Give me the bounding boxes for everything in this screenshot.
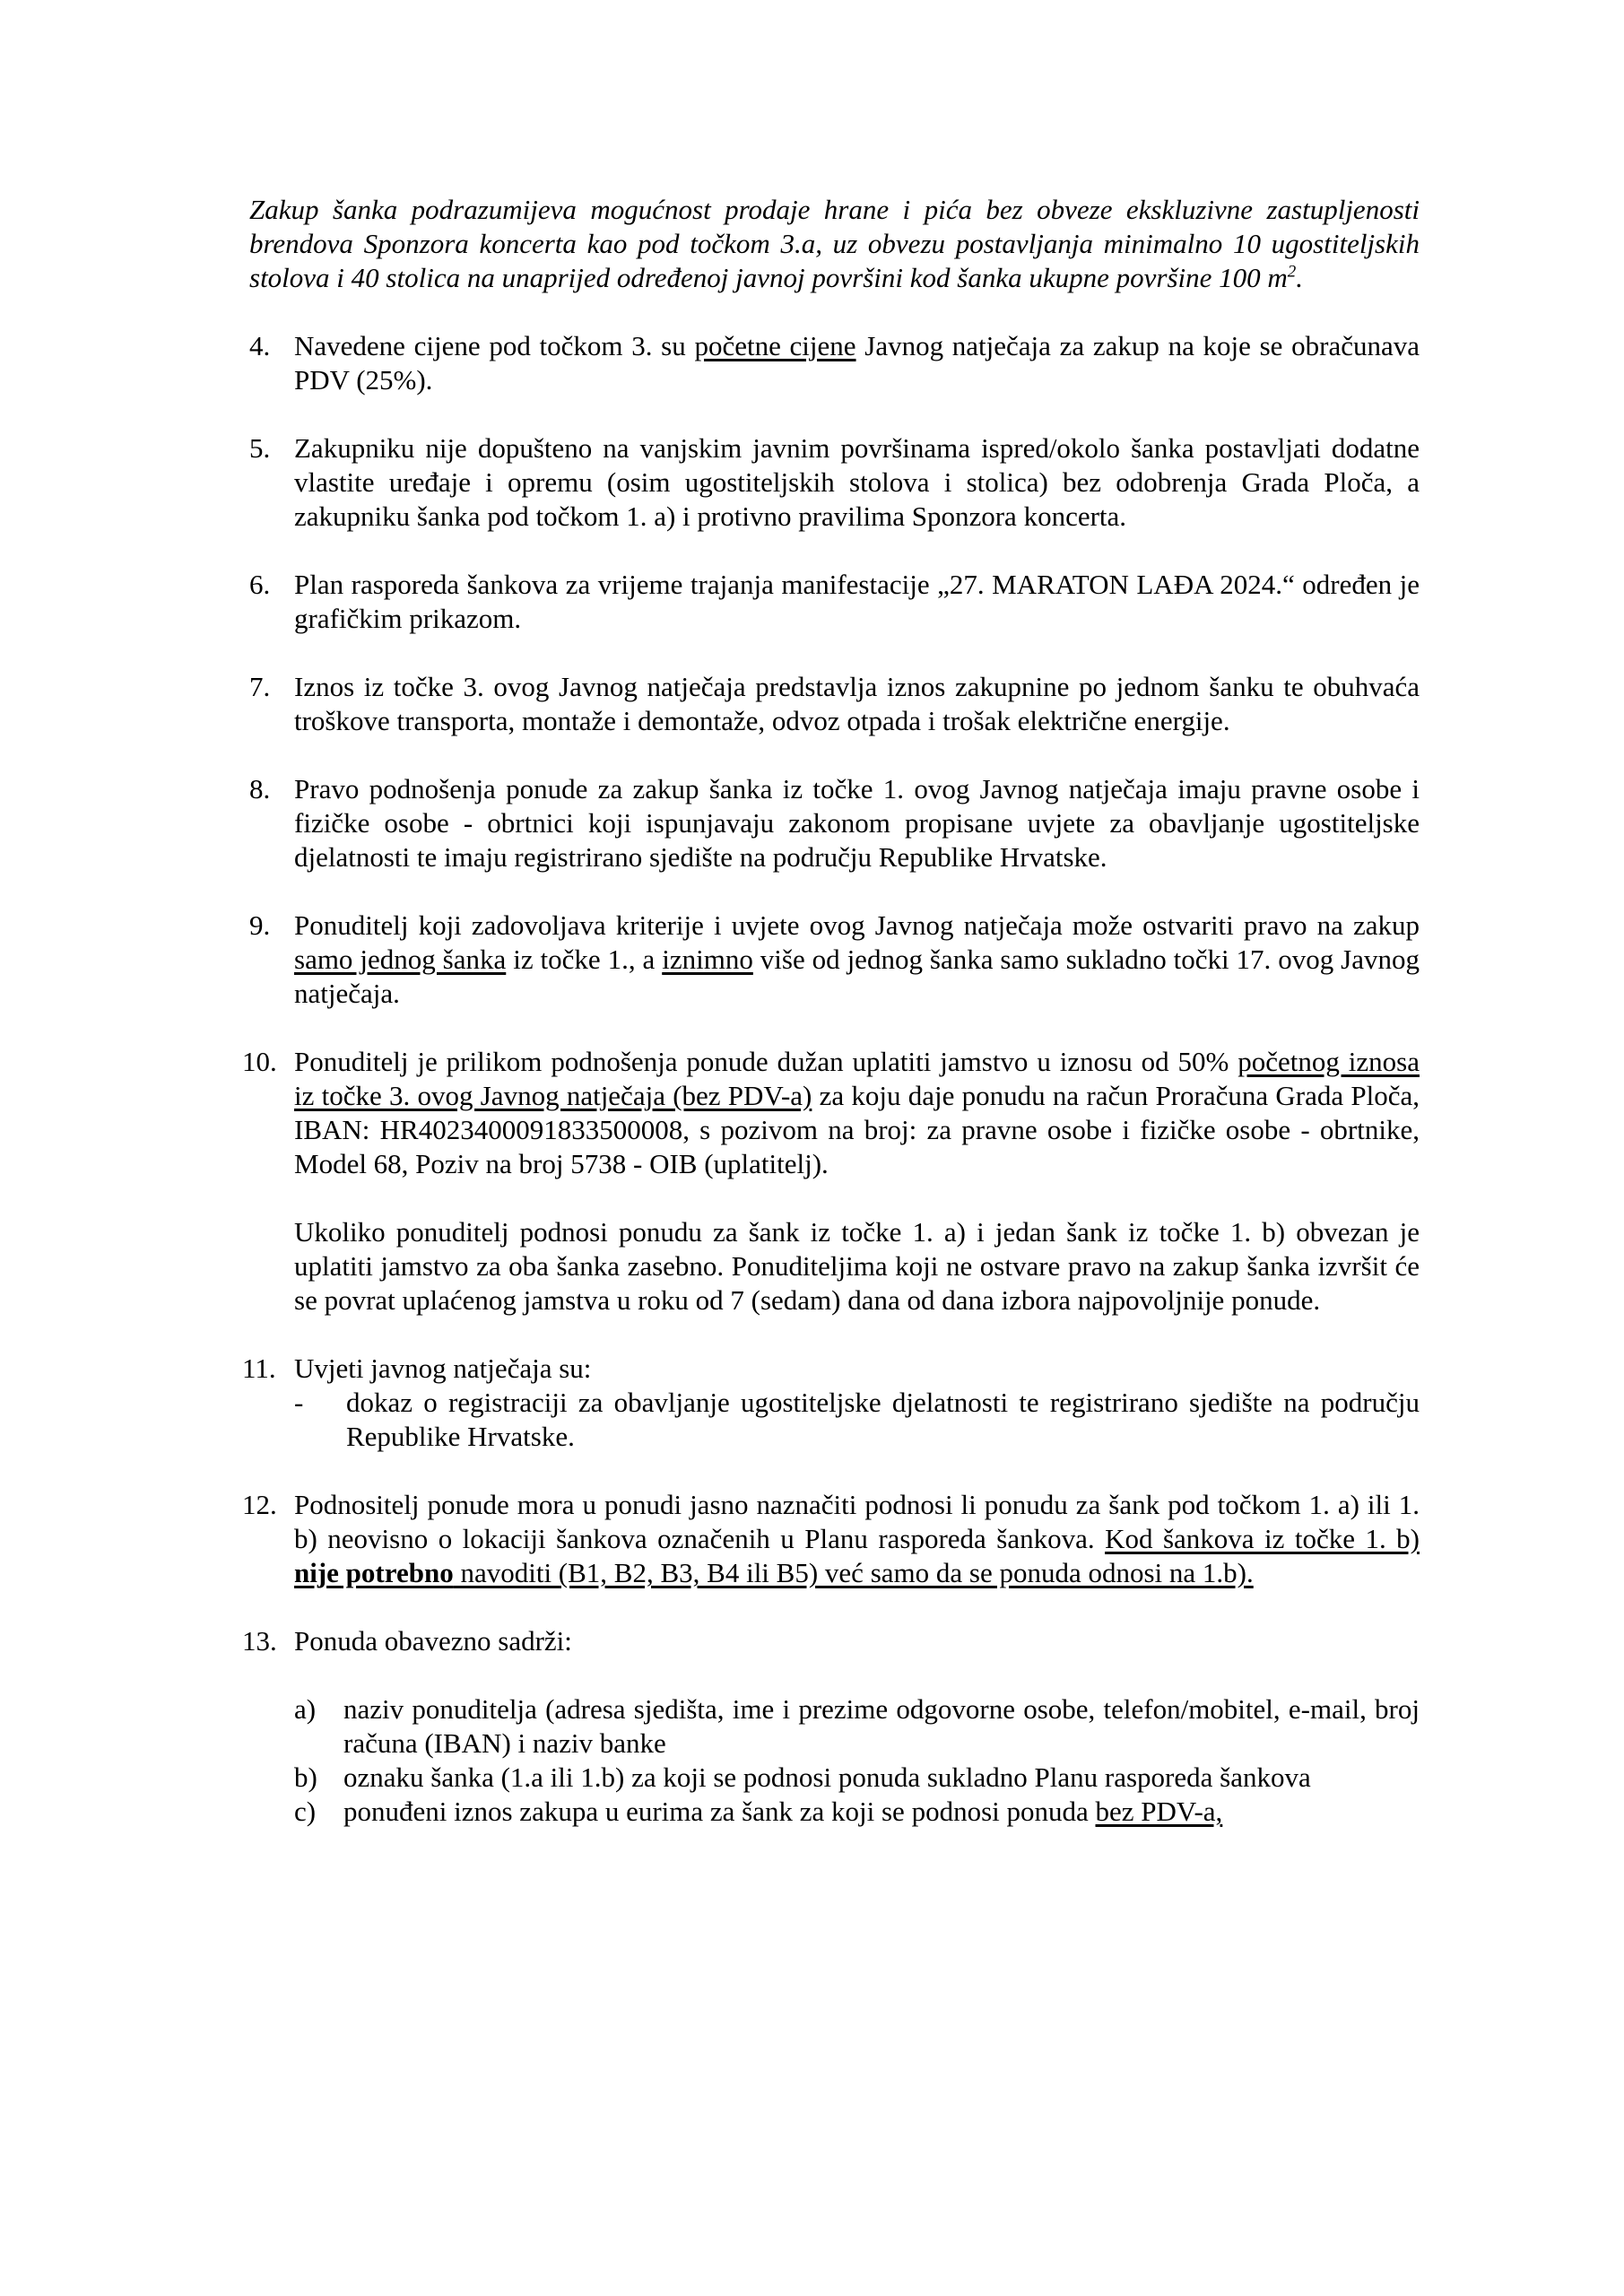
item-number: 11. <box>242 1352 276 1384</box>
underlined-text: početne cijene <box>694 330 856 361</box>
list-item: b) oznaku šanka (1.a ili 1.b) za koji se podnosi ponuda sukladno Planu rasporeda šankova <box>294 1761 1311 1793</box>
item-6: 6. Plan rasporeda šankova za vrijeme trajanja manifestacije „27. MARATON LAĐA 2024.“ određen je grafičkim prikazom. <box>249 569 1420 634</box>
item-8: 8. Pravo podnošenja ponude za zakup šanka iz točke 1. ovog Javnog natječaja imaju pravne osobe i fizičke osobe - obrtnici koji ispunjavaju zakonom propisane uvjete za obavljanje ugostiteljske djelatnosti te imaju registrirano sjedište na području Republike Hrvatske. <box>249 773 1420 873</box>
item-9: 9. Ponuditelj koji zadovoljava kriterije i uvjete ovog Javnog natječaja može ostvariti pravo na zakup samo jednog šanka iz točke 1., a iznimno više od jednog šanka samo sukladno točki 17. ovog Javnog natječaja. <box>249 909 1420 1009</box>
item-number: 9. <box>249 909 271 941</box>
item-number: 6. <box>249 569 271 600</box>
item-11-heading: Uvjeti javnog natječaja su: <box>294 1352 592 1384</box>
dash-marker: - <box>294 1387 304 1418</box>
item-12: 12. Podnositelj ponude mora u ponudi jasno naznačiti podnosi li ponudu za šank pod točkom 1. a) ili 1. b) neovisno o lokaciji šankova označenih u Planu rasporeda šankova. Kod šankova iz točke 1. b) nije potrebno navoditi (B1, B2, B3, B4 ili B5) već samo da se ponuda odnosi na 1.b). <box>242 1489 1420 1588</box>
underlined-text: navoditi (B1, B2, B3, B4 ili B5) već samo da se ponuda odnosi na 1.b). <box>453 1557 1254 1588</box>
item-number: 7. <box>249 671 271 702</box>
item-11 <box>242 1352 1420 1454</box>
underlined-text: Kod šankova iz točke 1. b) <box>1105 1523 1420 1554</box>
underlined-text: bez PDV-a, <box>1095 1796 1223 1827</box>
item-number: 4. <box>249 330 271 361</box>
conditions-list <box>294 1386 1420 1454</box>
item-4: 4. Navedene cijene pod točkom 3. su početne cijene Javnog natječaja za zakup na koje se obračunava PDV (25%). <box>249 330 1420 396</box>
document-body <box>242 193 1420 1829</box>
item-10 <box>242 1045 1420 1318</box>
underlined-text: iznimno <box>662 944 753 975</box>
item-7: 7. Iznos iz točke 3. ovog Javnog natječaja predstavlja iznos zakupnine po jednom šanku te obuhvaća troškove transporta, montaže i demontaže, odvoz otpada i trošak električne energije. <box>249 671 1420 736</box>
list-letter: a) <box>294 1693 317 1725</box>
offer-contents-list <box>294 1692 1420 1829</box>
item-number: 12. <box>242 1489 277 1520</box>
item-13 <box>242 1624 1420 1829</box>
list-item: a) naziv ponuditelja (adresa sjedišta, ime i prezime odgovorne osobe, telefon/mobitel, e-mail, broj računa (IBAN) i naziv banke <box>294 1693 1420 1759</box>
item-13-heading: Ponuda obavezno sadrži: <box>294 1625 572 1657</box>
list-item: - dokaz o registraciji za obavljanje ugostiteljske djelatnosti te registrirano sjedište na području Republike Hrvatske. <box>294 1387 1420 1452</box>
bold-underlined-text: nije potrebno <box>294 1557 454 1588</box>
list-item: c) ponuđeni iznos zakupa u eurima za šank za koji se podnosi ponuda bez PDV-a, <box>294 1796 1223 1827</box>
intro-paragraph: Zakup šanka podrazumijeva mogućnost prodaje hrane i pića bez obveze ekskluzivne zastupljenosti brendova Sponzora koncerta kao pod točkom 3.a, uz obvezu postavljanja minimalno 10 ugostiteljskih stolova i 40 stolica na unaprijed određenoj javnoj površini kod šanka ukupne površine 100 $m^2$. <box>249 194 1420 293</box>
item-5: 5. Zakupniku nije dopušteno na vanjskim javnim površinama ispred/okolo šanka postavljati dodatne vlastite uređaje i opremu (osim ugostiteljskih stolova i stolica) bez odobrenja Grada Ploča, a zakupniku šanka pod točkom 1. a) i protivno pravilima Sponzora koncerta. <box>249 432 1420 532</box>
underlined-text: samo jednog šanka <box>294 944 507 975</box>
list-letter: c) <box>294 1796 317 1827</box>
item-number: 13. <box>242 1625 277 1657</box>
item-number: 10. <box>242 1046 277 1077</box>
underlined-text: početnog iznosa iz točke 3. ovog Javnog natječaja (bez PDV-a) <box>294 1046 1420 1111</box>
item-10-paragraph-2: Ukoliko ponuditelj podnosi ponudu za šank iz točke 1. a) i jedan šank iz točke 1. b) obvezan je uplatiti jamstvo za oba šanka zasebno. Ponuditeljima koji ne ostvare pravo na zakup šanka izvršit će se povrat uplaćenog jamstva u roku od 7 (sedam) dana od dana izbora najpovoljnije ponude. <box>294 1216 1420 1316</box>
item-number: 5. <box>249 432 271 464</box>
list-letter: b) <box>294 1761 317 1793</box>
item-10-paragraph-1: Ponuditelj je prilikom podnošenja ponude dužan uplatiti jamstvo u iznosu od 50% početnog iznosa iz točke 3. ovog Javnog natječaja (bez PDV-a) za koju daje ponudu na račun Proračuna Grada Ploča, IBAN: HR4023400091833500008, s pozivom na broj: za pravne osobe i fizičke osobe - obrtnike, Model 68, Poziv na broj 5738 - OIB (uplatitelj). <box>294 1046 1420 1179</box>
item-number: 8. <box>249 773 271 804</box>
